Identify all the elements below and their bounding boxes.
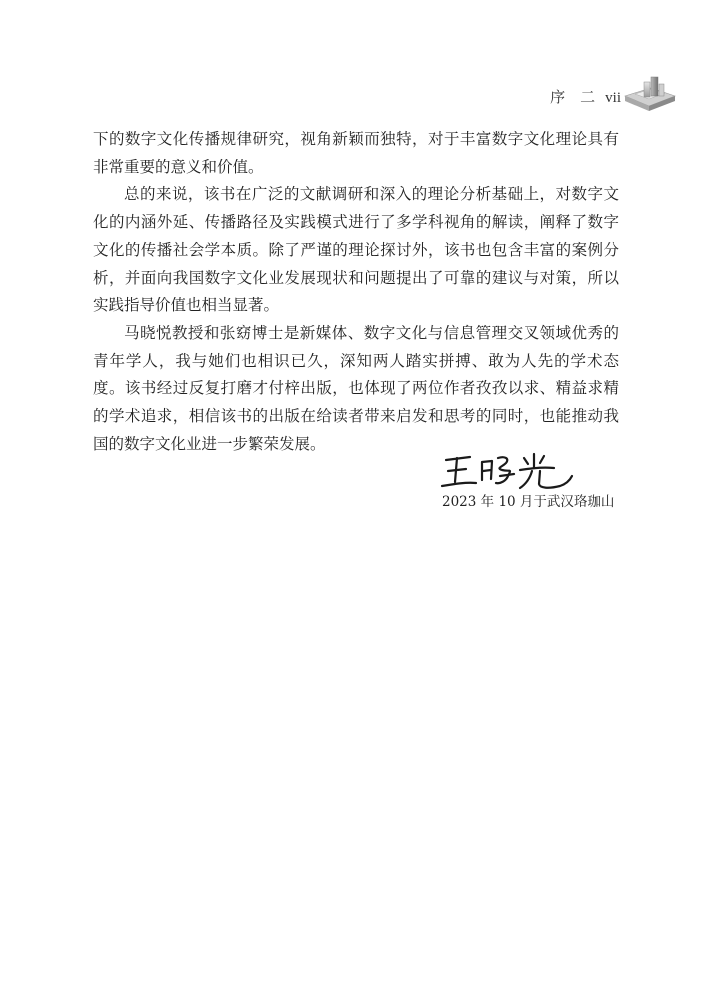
running-header [550, 86, 621, 107]
paragraph: 下的数字文化传播规律研究，视角新颖而独特，对于丰富数字文化理论具有非常重要的意义和价值。 [93, 130, 619, 176]
chapter-title: 序 二 [550, 88, 596, 106]
paragraph: 总的来说，该书在广泛的文献调研和深入的理论分析基础上，对数字文化的内涵外延、传播路径及实践模式进行了多学科视角的解读，阐释了数字文化的传播社会学本质。除了严谨的理论探讨外，该书也包含丰富的案例分析，并面向我国数字文化业发展现状和问题提出了可靠的建议与对策，所以实践指导价值也相当显著。 [93, 185, 619, 315]
paragraph: 马晓悦教授和张窈博士是新媒体、数字文化与信息管理交叉领域优秀的青年学人，我与她们也相识已久，深知两人踏实拼搏、敢为人先的学术态度。该书经过反复打磨才付梓出版，也体现了两位作者孜孜以求、精益求精的学术追求，相信该书的出版在给读者带来启发和思考的同时，也能推动我国的数字文化业进一步繁荣发展。 [93, 323, 619, 453]
date-location-line: 2023 年 10 月于武汉珞珈山 [442, 494, 615, 510]
page-number: vii [605, 90, 621, 106]
body-text [93, 126, 619, 458]
handwritten-signature [436, 446, 576, 496]
book-stack-icon [621, 74, 677, 114]
